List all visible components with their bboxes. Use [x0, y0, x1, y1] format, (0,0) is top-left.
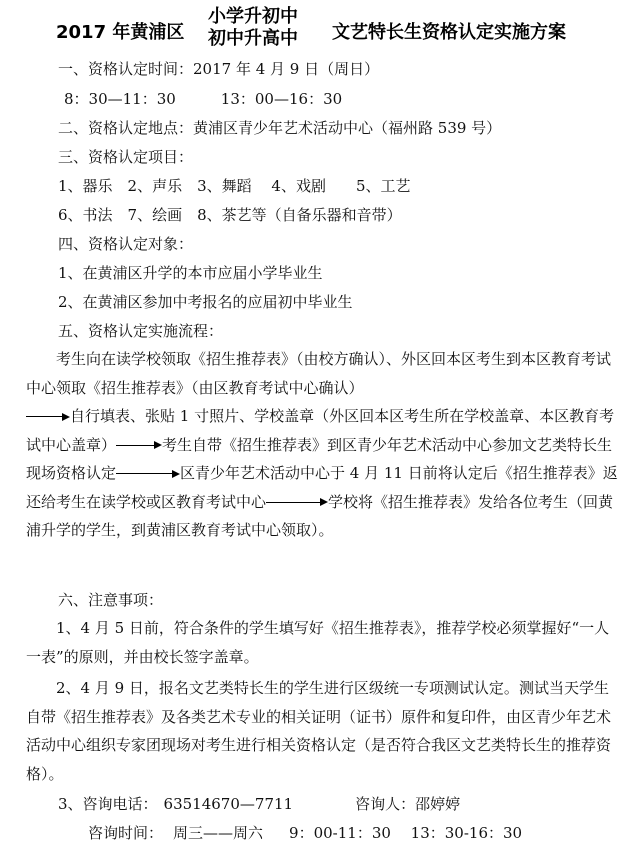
section-3-items-row-1: 1、器乐 2、声乐 3、舞蹈 4、戏剧 5、工艺	[58, 177, 411, 195]
flow-arrow-icon	[116, 441, 162, 451]
note-3-phone-row	[58, 794, 460, 814]
section-2-heading: 二、资格认定地点：黄浦区青少年艺术活动中心（福州路 539 号）	[58, 119, 502, 137]
note-1: 1、4 月 5 日前，符合条件的学生填写好《招生推荐表》，推荐学校必须掌握好“一人一表”的原则，并由校长签字盖章。	[26, 619, 610, 666]
section-5-heading: 五、资格认定实施流程：	[58, 322, 224, 340]
title-main: 文艺特长生资格认定实施方案	[332, 22, 566, 43]
flow-step-1: 考生向在读学校领取《招生推荐表》（由校方确认）、外区回本区考生到本区教育考试中心领取《招生推荐表》（由区教育考试中心确认）	[26, 350, 612, 397]
consult-hours: 9：00-11：30 13：30-16：30	[289, 824, 523, 842]
section-4-target-1: 1、在黄浦区升学的本市应届小学毕业生	[58, 264, 323, 282]
flow-step-5: 学校将《招生推荐表》发给各位考生（回黄浦升学的学生，到黄浦区教育考试中心领取）。	[26, 492, 614, 539]
flow-arrow-icon	[266, 498, 328, 508]
contact-name: 邵婷婷	[415, 795, 461, 813]
section-6-heading: 六、注意事项：	[58, 591, 164, 609]
flow-step-4: 区青少年艺术活动中心于 4 月 11 日前将认定后《招生推荐表》返还给考生在读学校或区教育考试中心	[26, 464, 618, 511]
section-4-target-2: 2、在黄浦区参加中考报名的应届初中毕业生	[58, 293, 353, 311]
section-3-items-row-2: 6、书法 7、绘画 8、茶艺等（自备乐器和音带）	[58, 206, 402, 224]
note-3-time-row	[88, 823, 522, 843]
consult-time-label: 咨询时间：	[88, 824, 164, 842]
note-3-label: 3、咨询电话：	[58, 795, 158, 813]
flow-step-2: 自行填表、张贴 1 寸照片、学校盖章（外区回本区考生所在学校盖章、本区教育考试中心盖章）	[26, 407, 615, 454]
section-4-heading: 四、资格认定对象：	[58, 235, 194, 253]
section-1-times: 8：30—11：30 13：00—16：30	[64, 90, 343, 108]
phone-number: 63514670—7711	[163, 795, 294, 813]
title-levels	[208, 6, 298, 50]
flow-step-3: 考生自带《招生推荐表》到区青少年艺术活动中心参加文艺类特长生现场资格认定	[26, 435, 613, 482]
title-year-district: 2017 年黄浦区	[56, 22, 185, 43]
consult-days: 周三——周六	[173, 824, 264, 842]
document-title	[0, 6, 640, 52]
note-2: 2、4 月 9 日，报名文艺类特长生的学生进行区级统一专项测试认定。测试当天学生自带《招生推荐表》及各类艺术专业的相关证明（证书）原件和复印件，由区青少年艺术活动中心组织专家团现场对考生进行相关资格认定（是否符合我区文艺类特长生的推荐资格）。	[26, 679, 612, 783]
section-1-heading: 一、资格认定时间：2017 年 4 月 9 日（周日）	[58, 60, 380, 78]
contact-label: 咨询人：	[355, 795, 416, 813]
flow-arrow-icon	[26, 412, 70, 422]
flow-arrow-icon	[116, 469, 180, 479]
section-3-heading: 三、资格认定项目：	[58, 148, 194, 166]
section-5-flow	[26, 345, 622, 545]
title-level-junior: 初中升高中	[208, 28, 298, 49]
title-level-primary: 小学升初中	[208, 6, 298, 27]
